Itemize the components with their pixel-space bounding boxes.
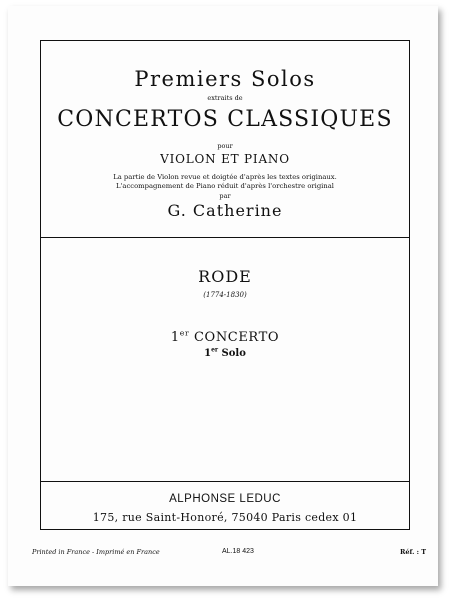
cover-border-frame <box>40 40 410 530</box>
catalog-number: AL.18 423 <box>222 548 254 555</box>
publisher-address: 175, rue Saint-Honoré, 75040 Paris cedex 01 <box>92 511 358 524</box>
printed-in-france: Printed in France - Imprimé en France <box>32 548 160 556</box>
concerto-label: CONCERTO <box>189 330 280 345</box>
composer-name: RODE <box>198 267 252 286</box>
extraits-text: extraits de <box>207 94 243 102</box>
edition-note-line2: L'accompagnement de Piano réduit d'après l'orchestre original <box>116 182 334 190</box>
editor-name: G. Catherine <box>167 201 283 220</box>
concerto-title <box>41 330 409 345</box>
bottom-divider <box>41 481 409 482</box>
par-text: par <box>219 192 231 200</box>
instruments-text: VIOLON ET PIANO <box>160 152 290 166</box>
concerto-ordinal: er <box>179 328 190 338</box>
score-cover-page <box>8 6 438 586</box>
composer-dates: (1774-1830) <box>203 291 247 299</box>
series-title: CONCERTOS CLASSIQUES <box>57 107 393 132</box>
concerto-number: 1 <box>170 330 180 345</box>
pour-text: pour <box>217 142 233 150</box>
solo-ordinal: er <box>211 346 219 354</box>
edition-note-line1: La partie de Violon revue et doigtée d'après les textes originaux. <box>113 173 337 181</box>
top-divider <box>41 237 409 238</box>
solo-label: Solo <box>218 348 246 359</box>
collection-title: Premiers Solos <box>134 67 316 91</box>
reference-code: Réf. : T <box>400 548 427 556</box>
solo-number: 1 <box>204 348 212 359</box>
solo-title <box>41 348 409 359</box>
publisher-name: ALPHONSE LEDUC <box>169 493 281 505</box>
